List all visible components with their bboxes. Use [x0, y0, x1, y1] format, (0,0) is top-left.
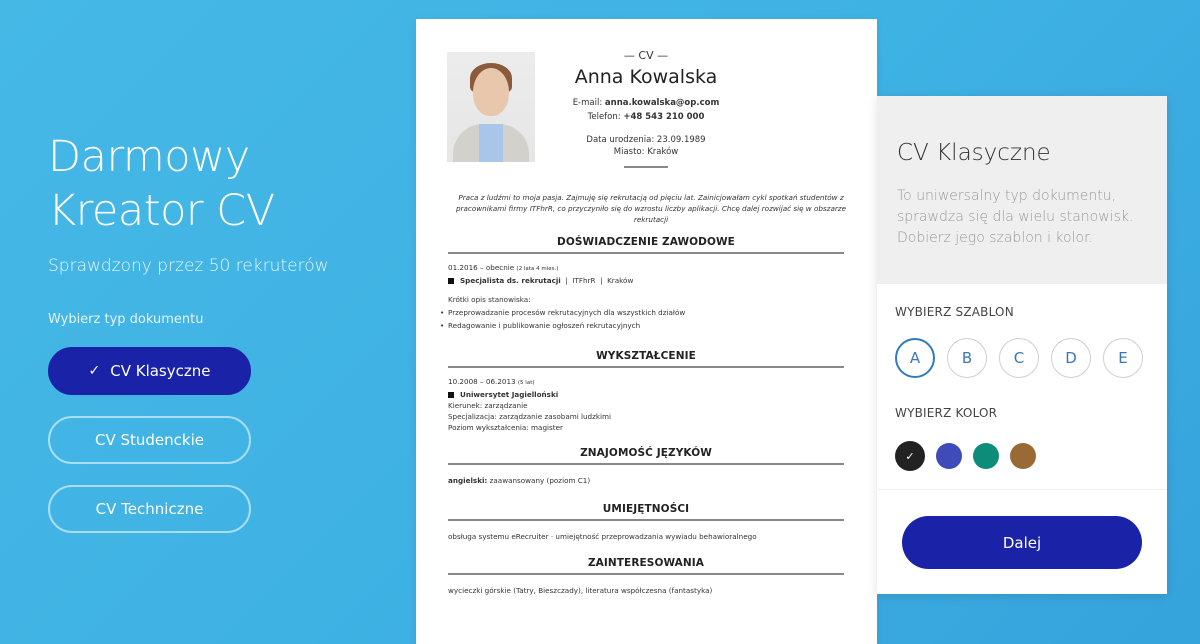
cv-classic-label: CV Klasyczne: [110, 362, 211, 380]
page-title: [48, 130, 388, 238]
document-type-label: Wybierz typ dokumentu: [48, 312, 204, 327]
specialization: Specjalizacja: zarządzanie zasobami ludzkimi: [448, 412, 612, 421]
section-title: DOŚWIADCZENIE ZAWODOWE: [448, 236, 844, 254]
cv-technical-button[interactable]: [48, 485, 251, 533]
header-divider: [624, 166, 668, 168]
interests-text: wycieczki górskie (Tatry, Bieszczady), literatura współczesna (fantastyka): [448, 586, 713, 595]
color-teal-swatch[interactable]: [973, 443, 999, 469]
location: Kraków: [607, 276, 634, 285]
photo-face: [473, 68, 509, 116]
position: Specjalista ds. rekrutacji: [460, 276, 561, 285]
cv-header: [546, 49, 746, 168]
panel-title: CV Klasyczne: [897, 140, 1051, 166]
cv-technical-label: CV Techniczne: [95, 500, 204, 518]
section-title: ZAINTERESOWANIA: [448, 557, 844, 575]
panel-header: [877, 96, 1167, 284]
separator: |: [565, 276, 568, 285]
list-item: • Przeprowadzanie procesów rekrutacyjnych dla wszystkich działów: [448, 307, 844, 318]
square-bullet-icon: [448, 278, 454, 284]
description-label: Krótki opis stanowiska:: [448, 295, 531, 304]
template-b-button[interactable]: B: [947, 338, 987, 378]
section-title: WYKSZTAŁCENIE: [448, 350, 844, 368]
languages-body: [448, 475, 844, 486]
template-a-button[interactable]: A: [895, 338, 935, 378]
section-title: ZNAJOMOŚĆ JĘZYKÓW: [448, 447, 844, 465]
birth-label: Data urodzenia:: [586, 135, 655, 145]
template-picker: [895, 338, 1143, 378]
panel-description: To uniwersalny typ dokumentu, sprawdza się dla wielu stanowisk. Dobierz jego szablon i kolor.: [897, 188, 1134, 246]
square-bullet-icon: [448, 392, 454, 398]
experience-duration: (2 lata 4 mies.): [516, 266, 559, 272]
section-interests: [448, 557, 844, 596]
cv-about: Praca z ludźmi to moja pasja. Zajmuję się rekrutacją od pięciu lat. Zainicjowałam cykl spotkań studentów z pracownikami firmy ITFhrR, co przyczyniło się do wzrostu liczby aplikacji. Chcę dalej rozwijać się w obszarze rekrutacji: [456, 193, 847, 224]
separator: |: [600, 276, 603, 285]
cv-preview: [416, 19, 877, 644]
email-value: anna.kowalska@op.com: [604, 98, 720, 108]
document-type-options: [48, 347, 388, 533]
template-label: WYBIERZ SZABLON: [895, 305, 1014, 319]
check-icon: ✓: [88, 363, 101, 379]
company: ITFhrR: [572, 276, 596, 285]
section-title: UMIEJĘTNOŚCI: [448, 503, 844, 521]
title-line-1: Darmowy: [48, 132, 250, 182]
education-period: 10.2008 – 06.2013: [448, 377, 516, 386]
cv-personal: [546, 134, 746, 158]
photo-shirt: [479, 124, 503, 162]
template-c-button[interactable]: C: [999, 338, 1039, 378]
template-d-button[interactable]: D: [1051, 338, 1091, 378]
school: Uniwersytet Jagielloński: [460, 390, 559, 399]
city-value: Kraków: [647, 147, 679, 157]
birth-value: 23.09.1989: [656, 135, 706, 145]
cv-student-button[interactable]: [48, 416, 251, 464]
check-icon: ✓: [905, 449, 915, 463]
city-label: Miasto:: [613, 147, 645, 157]
section-education: [448, 350, 844, 433]
cv-classic-button[interactable]: [48, 347, 251, 395]
section-languages: [448, 447, 844, 486]
cv-name: Anna Kowalska: [574, 66, 718, 88]
hero: [48, 130, 388, 533]
section-experience: [448, 236, 844, 331]
experience-body: [448, 262, 844, 331]
phone-value: +48 543 210 000: [623, 112, 705, 122]
subtitle: Sprawdzony przez 50 rekruterów: [48, 256, 329, 276]
language-level: zaawansowany (poziom C1): [489, 476, 591, 485]
field: Kierunek: zarządzanie: [448, 401, 528, 410]
phone-label: Telefon:: [587, 112, 621, 122]
color-label: WYBIERZ KOLOR: [895, 406, 998, 420]
color-black-swatch[interactable]: [895, 441, 925, 471]
panel-divider: [877, 489, 1167, 490]
color-brown-swatch[interactable]: [1010, 443, 1036, 469]
cv-contact: [546, 96, 746, 124]
cv-student-label: CV Studenckie: [95, 431, 204, 449]
section-skills: [448, 503, 844, 542]
education-duration: (5 lat): [517, 380, 535, 386]
experience-period: 01.2016 – obecnie: [448, 263, 515, 272]
title-line-2: Kreator CV: [48, 186, 275, 236]
language-name: angielski:: [448, 476, 488, 485]
skills-text: obsługa systemu eRecruiter · umiejętność przeprowadzania wywiadu behawioralnego: [448, 532, 757, 541]
list-item: • Redagowanie i publikowanie ogłoszeń rekrutacyjnych: [448, 320, 844, 331]
profile-photo: [447, 52, 535, 162]
options-panel: [877, 96, 1167, 594]
color-indigo-swatch[interactable]: [936, 443, 962, 469]
template-e-button[interactable]: E: [1103, 338, 1143, 378]
email-label: E-mail:: [572, 98, 603, 108]
cv-tag: — CV —: [623, 49, 669, 62]
next-button[interactable]: Dalej: [902, 516, 1142, 569]
education-level: Poziom wykształcenia: magister: [448, 423, 563, 432]
color-picker: [895, 441, 1036, 471]
education-body: [448, 376, 844, 433]
